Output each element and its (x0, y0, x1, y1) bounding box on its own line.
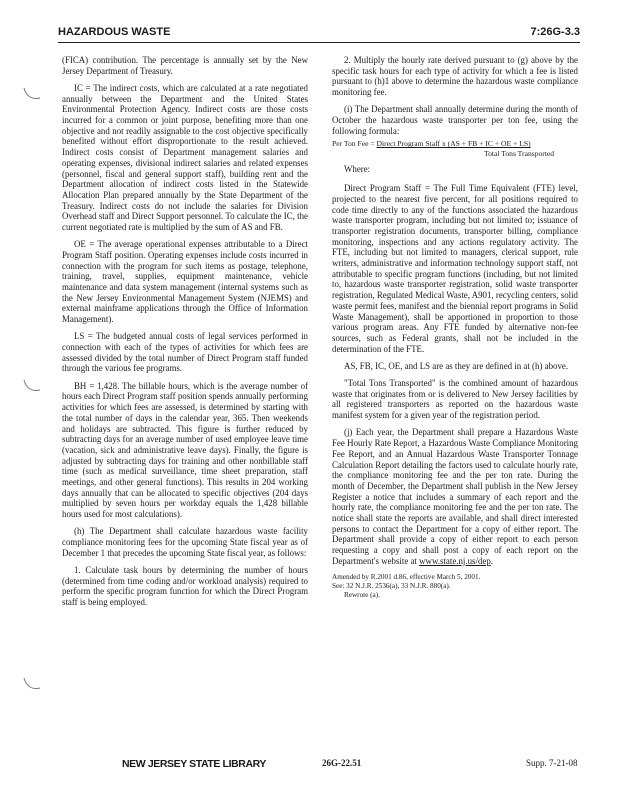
chapter-title: HAZARDOUS WASTE (58, 26, 171, 38)
paragraph-h2: 2. Multiply the hourly rate derived pursuant to (g) above by the specific task hours for each type of activity for which a fee is listed pursuant to (h)1 above to determine the hazardous waste compliance monitoring fee. (332, 55, 578, 98)
paragraph-definitions-ref: AS, FB, IC, OE, and LS are as they are defined in at (h) above. (344, 360, 569, 371)
binder-mark-icon (22, 86, 42, 102)
formula-denominator: Total Tons Transported (484, 149, 555, 159)
left-column (62, 55, 308, 614)
paragraph-fica: (FICA) contribution. The percentage is annually set by the New Jersey Department of Treasury. (62, 55, 308, 76)
formula-prefix: Per Ton Fee = (332, 139, 377, 149)
formula-numerator: Direct Program Staff x (AS + FB + IC + OE + LS) (376, 139, 531, 149)
amendment-see: See: 32 N.J.R. 2536(a), 33 N.J.R. 880(a). (332, 582, 451, 591)
paragraph-h1: 1. Calculate task hours by determining the number of hours (determined from time coding and/or workload analysis) required to perform the specific program function for which the Direct Program staff is being employed. (62, 564, 308, 608)
binder-mark-icon (22, 378, 42, 394)
paragraph-ls: LS = The budgeted annual costs of legal services performed in connection with each of the types of activities for which fees are assessed divided by the total number of Direct Program staff funded through the various fee programs. (62, 331, 308, 374)
paragraph-direct-program-staff: Direct Program Staff = The Full Time Equivalent (FTE) level, projected to the nearest five percent, for all positions required to code time directly to any of the functions associated the hazardous waste transporter program, including but not limited to; issuance of transporter registration documents, transporter billing, compliance monitoring, inspections and any actions regulatory activity. The FTE, including but not limited to managers, clerical support, rule writers, administrative and information technology support staff, not attributable to specific program functions (including, but not limited to, hazardous waste transporter registration, solid waste transporter registration, Regulated Medical Waste, A901, recycling centers, solid waste permit fees, manifest and the biennial report programs in Solid Waste Management), shall be apportioned in proportion to those various program areas. Any FTE funded by alternative non-fee sources, such as Federal grants, shall not be included in the determination of the FTE. (332, 183, 578, 354)
paragraph-oe: OE = The average operational expenses attributable to a Direct Program Staff position. Operating expenses include costs incurred in connection with the program for such items as postage, telephone, training, travel, supplies, equipment maintenance, vehicle maintenance and data system management (internal systems such as the New Jersey Environmental Management System (NJEMS) and external mainframe applications through the Office of Information Management). (62, 239, 308, 325)
supplement-date: Supp. 7-21-08 (526, 758, 578, 768)
paragraph-j-end: . (490, 555, 493, 566)
paragraph-i: (i) The Department shall annually determine during the month of October the hazardous waste transporter per ton fee, using the following formula: (332, 104, 578, 136)
paragraph-total-tons: "Total Tons Transported" is the combined amount of hazardous waste that originates from or is delivered to New Jersey facilities by all registered transporters as reported on the hazardous waste manifest system for a given year of the registration period. (332, 378, 578, 421)
amendment-notes (332, 573, 578, 600)
paragraph-ic: IC = The indirect costs, which are calculated at a rate negotiated annually between the Department and the United States Environmental Protection Agency. Indirect costs are those costs incurred for a common or joint purpose, benefiting more than one objective and not readily assignable to the cost objective specifically benefited without effort disproportionate to the result achieved. Indirect costs consist of Department management salaries and operating expenses, divisional indirect salaries and related expenses (personnel, fiscal and general support staff), building rent and the Department allocation of indirect costs listed in the Statewide Allocation Plan prepared annually by the State Department of the Treasury. Indirect costs do not include the salaries for Division Overhead staff and Direct Support personnel. To calculate the IC, the current negotiated rate is multiplied by the sum of AS and FB. (62, 82, 308, 233)
page-header (58, 26, 580, 43)
page-footer (0, 758, 618, 772)
binder-mark-icon (22, 676, 42, 692)
right-column (332, 55, 578, 600)
paragraph-j-text: (j) Each year, the Department shall prepare a Hazardous Waste Fee Hourly Rate Report, a Hazardous Waste Compliance Monitoring Fee Report, and an Annual Hazardous Waste Transporter Tonnage Calculation Report detailing the factors used to calculate hourly rate, the compliance monitoring fee and the per ton rate. During the month of December, the Department shall publish in the New Jersey Register a notice that includes a summary of each report and the hourly rate, the compliance monitoring fee and the per ton rate. The notice shall state the reports are available, and shall direct interested persons to contact the Department for a copy of either report. The Department shall provide a copy of either report to each person requesting a copy and shall post a copy of each report on the Department's website at (332, 427, 578, 566)
paragraph-h: (h) The Department shall calculate hazardous waste facility compliance monitoring fees for the upcoming State fiscal year as of December 1 that precedes the upcoming State fiscal year, as follows: (62, 526, 308, 558)
library-stamp: NEW JERSEY STATE LIBRARY (122, 758, 267, 770)
dep-website-link[interactable]: www.state.nj.us/dep (419, 555, 491, 566)
paragraph-j (332, 427, 578, 566)
amendment-line: Amended by R.2001 d.86, effective March 5, 2001. (332, 573, 481, 582)
paragraph-bh: BH = 1,428. The billable hours, which is the average number of hours each Direct Program staff position spends annually performing activities for which fees are assessed, is determined by starting with the total number of days in the calendar year, 365. Then weekends and holidays are subtracted. This figure is further reduced by subtracting days for an average number of used employee leave time (vacation, sick and administrative leave days). Finally, the figure is adjusted by subtracting days for training and other nonbillable staff time (such as medical surveillance, time sheet preparation, staff meetings, and other general functions). This results in 204 working days annually that can be allocated to specific objectives (204 days multiplied by seven hours per workday equals the 1,428 billable hours used for most calculations). (62, 380, 308, 520)
amendment-rewrote: Rewrote (a). (344, 591, 380, 600)
where-label: Where: (344, 164, 371, 175)
section-number: 7:26G-3.3 (530, 26, 580, 38)
per-ton-fee-formula (332, 139, 578, 159)
page-number: 26G-22.51 (322, 758, 362, 768)
